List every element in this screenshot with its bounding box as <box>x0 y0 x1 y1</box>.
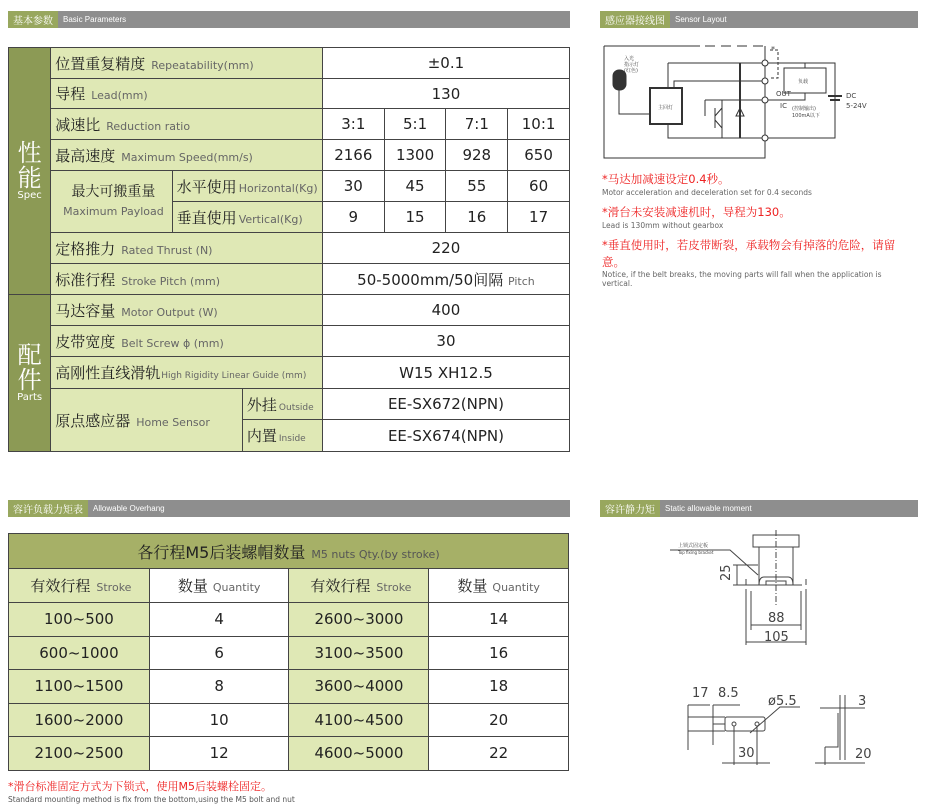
main-circuit-label: 主回灯 <box>658 105 674 111</box>
value-guide: W15 XH12.5 <box>322 357 569 389</box>
basic-parameters-table <box>8 47 570 452</box>
star-label: * <box>771 45 775 54</box>
stroke-cell: 4600~5000 <box>289 737 429 771</box>
speed-value: 650 <box>508 140 570 171</box>
quantity-cell: 14 <box>429 603 569 637</box>
label-vertical: 垂直使用 Vertical(Kg) <box>172 202 322 233</box>
indicator-label: 入光 <box>624 56 635 62</box>
ratio-value: 7:1 <box>446 109 508 140</box>
indicator-label: 指示灯 <box>624 62 640 68</box>
label-lead: 导程 Lead(mm) <box>51 79 323 109</box>
quantity-cell: 8 <box>149 670 289 704</box>
payload-value: 60 <box>508 171 570 202</box>
label-payload: 最大可搬重量 Maximum Payload <box>51 171 172 233</box>
stroke-cell: 3100~3500 <box>289 636 429 670</box>
basic-parameters-header: 基本参数 Basic Parameters <box>8 11 570 28</box>
note-en: Motor acceleration and deceleration set for 0.4 seconds <box>602 188 812 197</box>
stroke-cell: 100~500 <box>9 603 150 637</box>
footnote-cn: *滑台标准固定方式为下锁式，使用M5后装螺栓固定。 <box>8 780 272 793</box>
table-row <box>9 636 569 670</box>
stroke-cell: 2600~3000 <box>289 603 429 637</box>
bracket-label: Top fixing bracket <box>678 550 714 555</box>
overhang-table <box>8 533 569 771</box>
ratio-value: 3:1 <box>322 109 384 140</box>
col-quantity: 数量 Quantity <box>149 569 289 603</box>
table-row <box>9 703 569 737</box>
dim-thickness: 3 <box>858 694 867 709</box>
ratio-value: 10:1 <box>508 109 570 140</box>
dim-17: 17 <box>692 686 709 701</box>
value-belt: 30 <box>322 326 569 357</box>
speed-value: 2166 <box>322 140 384 171</box>
dc-label: DC <box>846 92 857 100</box>
stroke-cell: 600~1000 <box>9 636 150 670</box>
quantity-cell: 20 <box>429 703 569 737</box>
overhang-table-title: 各行程M5后装螺帽数量 M5 nuts Qty.(by stroke) <box>9 534 569 569</box>
quantity-cell: 12 <box>149 737 289 771</box>
quantity-cell: 16 <box>429 636 569 670</box>
table-row <box>9 670 569 704</box>
stroke-cell: 2100~2500 <box>9 737 150 771</box>
value-thrust: 220 <box>322 233 569 264</box>
col-quantity: 数量 Quantity <box>429 569 569 603</box>
label-thrust: 定格推力 Rated Thrust (N) <box>51 233 323 264</box>
note-cn: *滑台未安装减速机时，导程为130。 <box>602 205 791 219</box>
payload-value: 9 <box>322 202 384 233</box>
value-stroke: 50-5000mm/50间隔 Pitch <box>322 264 569 295</box>
value-repeatability: ±0.1 <box>322 48 569 79</box>
note-en: Lead is 130mm without gearbox <box>602 221 724 230</box>
value-lead: 130 <box>322 79 569 109</box>
spec-group: 性 能 Spec <box>9 48 51 295</box>
label-outside: 外挂 Outside <box>242 389 322 420</box>
payload-value: 45 <box>384 171 446 202</box>
value-inside: EE-SX674(NPN) <box>322 420 569 452</box>
label-motor: 马达容量 Motor Output (W) <box>51 295 323 326</box>
dim-8-5: 8.5 <box>718 686 739 701</box>
table-row <box>9 737 569 771</box>
payload-value: 30 <box>322 171 384 202</box>
dim-width-105: 105 <box>764 630 789 645</box>
ratio-value: 5:1 <box>384 109 446 140</box>
dim-height: 25 <box>719 564 734 581</box>
label-reduction: 减速比 Reduction ratio <box>51 109 323 140</box>
stroke-cell: 3600~4000 <box>289 670 429 704</box>
label-guide: 高刚性直线滑轨High Rigidity Linear Guide (mm) <box>51 357 323 389</box>
dim-width-88: 88 <box>768 611 785 626</box>
payload-value: 15 <box>384 202 446 233</box>
quantity-cell: 22 <box>429 737 569 771</box>
quantity-cell: 10 <box>149 703 289 737</box>
label-horizontal: 水平使用 Horizontal(Kg) <box>172 171 322 202</box>
stroke-cell: 1100~1500 <box>9 670 150 704</box>
quantity-cell: 4 <box>149 603 289 637</box>
out-label: OUT <box>776 90 791 98</box>
payload-value: 16 <box>446 202 508 233</box>
payload-value: 17 <box>508 202 570 233</box>
bracket-drawing <box>640 525 900 775</box>
quantity-cell: 18 <box>429 670 569 704</box>
value-outside: EE-SX672(NPN) <box>322 389 569 420</box>
label-home-sensor: 原点感应器 Home Sensor <box>51 389 243 452</box>
sensor-layout-header: 感应器接线图 Sensor Layout <box>600 11 918 28</box>
note-en: Notice, if the belt breaks, the moving parts will fall when the application is vertical. <box>602 270 882 289</box>
speed-value: 928 <box>446 140 508 171</box>
label-repeatability: 位置重复精度 Repeatability(mm) <box>51 48 323 79</box>
col-stroke: 有效行程 Stroke <box>9 569 150 603</box>
control-label: 100mA以下 <box>792 113 820 119</box>
note-cn: *垂直使用时，若皮带断裂，承载物会有掉落的危险，请留意。 <box>602 238 896 270</box>
label-belt: 皮带宽度 Belt Screw ϕ (mm) <box>51 326 323 357</box>
dim-hole: ø5.5 <box>768 694 797 709</box>
control-label: (控制输出) <box>792 106 816 112</box>
col-stroke: 有效行程 Stroke <box>289 569 429 603</box>
quantity-cell: 6 <box>149 636 289 670</box>
stroke-cell: 1600~2000 <box>9 703 150 737</box>
voltage-label: 5-24V <box>846 102 867 110</box>
note-cn: *马达加减速设定0.4秒。 <box>602 172 730 186</box>
indicator-label: (红色) <box>624 68 638 74</box>
sensor-wiring-diagram <box>600 38 920 163</box>
speed-value: 1300 <box>384 140 446 171</box>
static-moment-header: 容许静力矩 Static allowable moment <box>600 500 918 517</box>
stroke-cell: 4100~4500 <box>289 703 429 737</box>
dim-20: 20 <box>855 747 872 762</box>
value-motor: 400 <box>322 295 569 326</box>
ic-label: IC <box>780 102 787 110</box>
label-max-speed: 最高速度 Maximum Speed(mm/s) <box>51 140 323 171</box>
bracket-label: 上锁式固定板 <box>678 543 709 549</box>
load-label: 负载 <box>798 79 809 85</box>
label-stroke: 标准行程 Stroke Pitch (mm) <box>51 264 323 295</box>
label-inside: 内置 Inside <box>242 420 322 452</box>
table-row <box>9 603 569 637</box>
dim-30: 30 <box>738 746 755 761</box>
overhang-header: 容许负载力矩表 Allowable Overhang <box>8 500 570 517</box>
payload-value: 55 <box>446 171 508 202</box>
footnote-en: Standard mounting method is fix from the bottom,using the M5 bolt and nut <box>8 795 295 804</box>
parts-group: 配 件 Parts <box>9 295 51 452</box>
